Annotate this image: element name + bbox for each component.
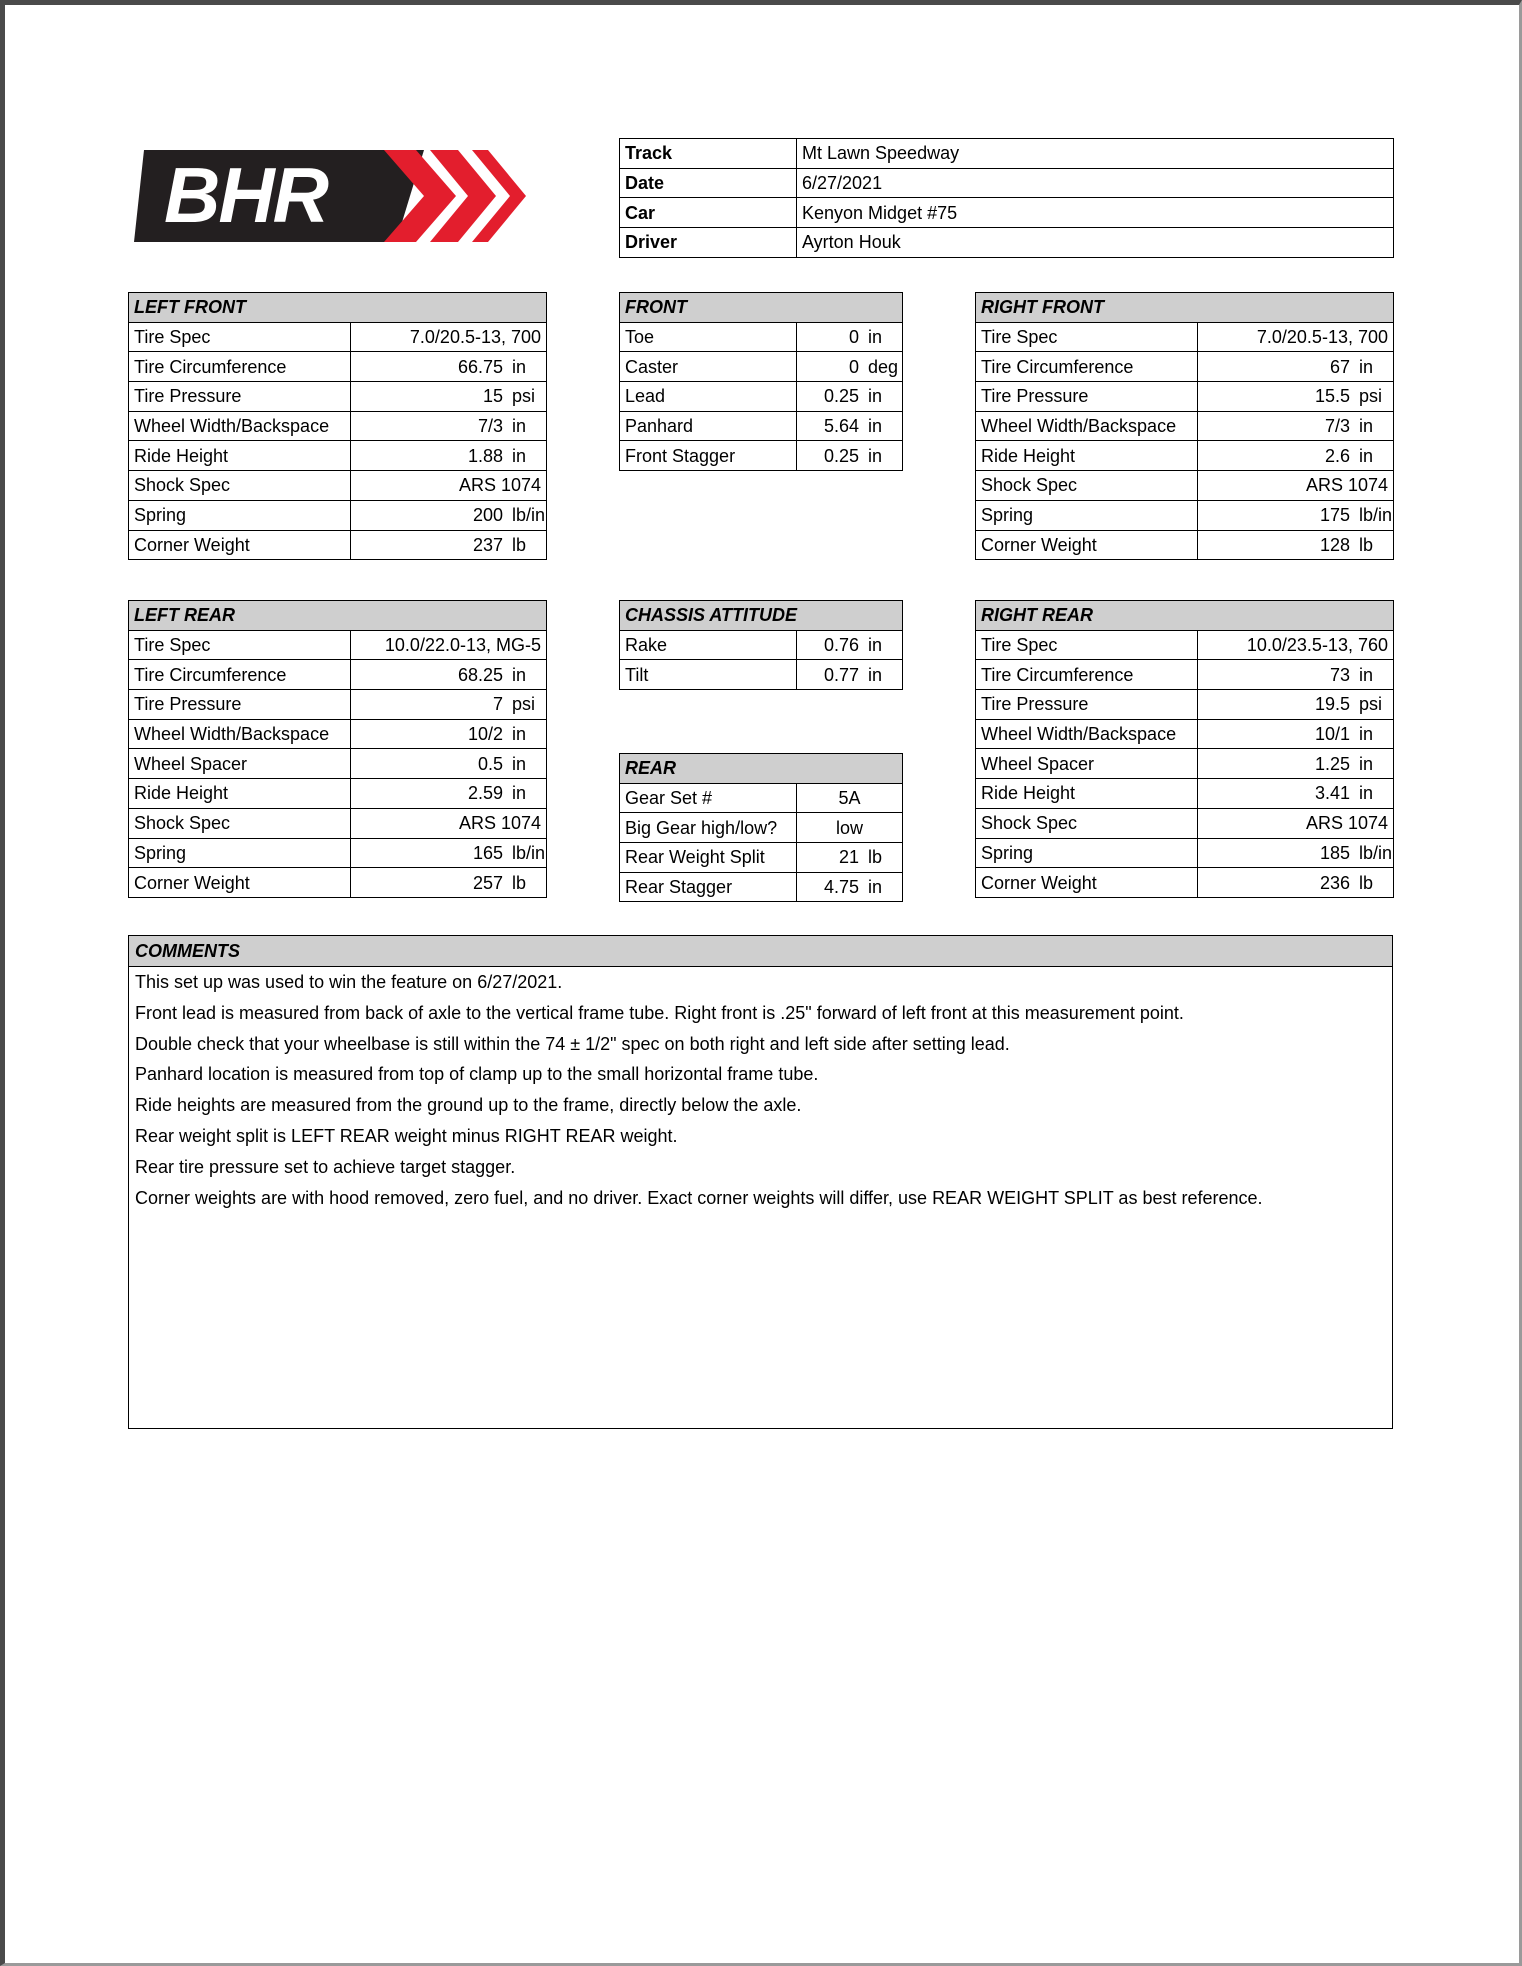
row-value (1198, 530, 1394, 560)
value-number: 5.64 (823, 416, 859, 437)
chassis-attitude-table (619, 600, 903, 690)
value-number: 19.5 (1314, 694, 1350, 715)
row-value: 10.0/23.5-13, 760 (1198, 630, 1394, 660)
table-row (976, 322, 1394, 352)
section-title: CHASSIS ATTITUDE (620, 601, 903, 631)
row-label: Tire Pressure (129, 382, 351, 412)
section-title: REAR (620, 754, 903, 784)
table-row (129, 352, 547, 382)
comment-line: This set up was used to win the feature on 6/27/2021. (135, 972, 563, 992)
row-value (797, 630, 903, 660)
row-label: Rake (620, 630, 797, 660)
row-label: Tire Spec (129, 630, 351, 660)
table-row (976, 749, 1394, 779)
value-number: 3.41 (1314, 783, 1350, 804)
row-label: Tire Spec (976, 322, 1198, 352)
row-label: Tire Pressure (976, 690, 1198, 720)
row-label: Tire Pressure (976, 382, 1198, 412)
table-row (129, 500, 547, 530)
row-value (1198, 838, 1394, 868)
row-value (351, 838, 547, 868)
left-rear-table (128, 600, 547, 898)
row-value (797, 322, 903, 352)
row-label: Shock Spec (976, 808, 1198, 838)
table-row (129, 471, 547, 501)
row-label: Wheel Width/Backspace (976, 719, 1198, 749)
row-value (351, 411, 547, 441)
table-row (620, 441, 903, 471)
value-number: 2.59 (467, 783, 503, 804)
value-number: 236 (1319, 872, 1350, 893)
row-label: Wheel Width/Backspace (976, 411, 1198, 441)
row-value (1198, 660, 1394, 690)
row-label: Wheel Spacer (976, 749, 1198, 779)
row-label: Shock Spec (129, 808, 351, 838)
row-label: Rear Weight Split (620, 843, 797, 873)
table-row (976, 630, 1394, 660)
table-row (129, 749, 547, 779)
table-row (976, 441, 1394, 471)
row-label: Corner Weight (129, 868, 351, 898)
value-unit: in (1359, 445, 1374, 466)
value-number: 185 (1319, 842, 1350, 863)
info-row (620, 139, 1394, 169)
value-number: 0 (848, 356, 859, 377)
info-label: Track (620, 139, 797, 169)
table-row (976, 719, 1394, 749)
value-number: 73 (1329, 664, 1350, 685)
value-number: 7 (492, 694, 503, 715)
value-unit: in (868, 327, 883, 348)
section-title: LEFT FRONT (129, 293, 547, 323)
row-value (1198, 411, 1394, 441)
row-value (351, 868, 547, 898)
row-label: Rear Stagger (620, 872, 797, 902)
value-number: 15.5 (1314, 386, 1350, 407)
value-unit: in (1359, 356, 1374, 377)
bhr-logo (134, 150, 526, 242)
value-unit: in (1359, 753, 1374, 774)
info-row (620, 228, 1394, 258)
row-value (1198, 500, 1394, 530)
value-number: 1.25 (1314, 753, 1350, 774)
row-label: Tire Circumference (129, 352, 351, 382)
table-row (620, 813, 903, 843)
row-value: low (797, 813, 903, 843)
table-row (129, 530, 547, 560)
row-value (351, 500, 547, 530)
row-value (351, 690, 547, 720)
value-number: 4.75 (823, 877, 860, 898)
info-table (619, 138, 1394, 258)
row-label: Shock Spec (976, 471, 1198, 501)
table-row (620, 352, 903, 382)
value-number: 10/1 (1314, 724, 1350, 745)
comments-lines (129, 967, 1392, 1213)
row-value (1198, 352, 1394, 382)
table-row (129, 719, 547, 749)
value-number: 128 (1319, 534, 1350, 555)
row-label: Spring (976, 838, 1198, 868)
row-label: Tire Spec (129, 322, 351, 352)
value-unit: in (512, 753, 527, 774)
row-value (1198, 868, 1394, 898)
row-label: Shock Spec (129, 471, 351, 501)
row-value (351, 352, 547, 382)
row-label: Ride Height (976, 441, 1198, 471)
row-value: ARS 1074 (1198, 808, 1394, 838)
value-number: 165 (472, 842, 503, 863)
value-unit: lb (1359, 872, 1374, 893)
table-row (129, 411, 547, 441)
comments-title: COMMENTS (129, 936, 1392, 967)
row-label: Tilt (620, 660, 797, 690)
logo-text: BHR (164, 151, 327, 239)
row-label: Caster (620, 352, 797, 382)
value-number: 2.6 (1324, 445, 1350, 466)
value-number: 0.76 (823, 635, 860, 656)
comment-line: Double check that your wheelbase is still within the 74 ± 1/2" spec on both right and left side after setting lead. (135, 1033, 1010, 1054)
row-label: Tire Circumference (976, 352, 1198, 382)
row-value (797, 411, 903, 441)
table-row (976, 868, 1394, 898)
row-value (351, 382, 547, 412)
value-number: 0.77 (823, 664, 860, 685)
row-label: Corner Weight (129, 530, 351, 560)
value-unit: psi (1359, 694, 1383, 715)
right-front-table (975, 292, 1394, 560)
row-value (351, 719, 547, 749)
value-number: 200 (472, 505, 504, 526)
value-number: 10/2 (467, 724, 503, 745)
row-value (797, 660, 903, 690)
table-row (129, 660, 547, 690)
comment-line: Ride heights are measured from the ground up to the frame, directly below the axle. (135, 1095, 802, 1116)
value-unit: in (512, 445, 527, 466)
row-value (797, 382, 903, 412)
comment-line: Rear tire pressure set to achieve target stagger. (135, 1156, 516, 1177)
table-row (129, 322, 547, 352)
row-label: Ride Height (976, 779, 1198, 809)
table-row (620, 630, 903, 660)
table-row (976, 530, 1394, 560)
row-label: Wheel Width/Backspace (129, 719, 351, 749)
row-value (797, 352, 903, 382)
row-label: Toe (620, 322, 797, 352)
row-value (1198, 749, 1394, 779)
info-value: Mt Lawn Speedway (797, 139, 1394, 169)
row-label: Gear Set # (620, 783, 797, 813)
value-unit: deg (868, 356, 899, 377)
row-label: Spring (976, 500, 1198, 530)
section-title: LEFT REAR (129, 601, 547, 631)
value-unit: in (512, 416, 527, 437)
value-unit: in (1359, 664, 1374, 685)
value-number: 257 (472, 872, 503, 893)
row-value: 7.0/20.5-13, 700 (1198, 322, 1394, 352)
table-row (976, 352, 1394, 382)
value-unit: lb/in (512, 842, 546, 863)
row-label: Front Stagger (620, 441, 797, 471)
table-row (976, 382, 1394, 412)
row-value (1198, 382, 1394, 412)
table-row (129, 779, 547, 809)
row-label: Lead (620, 382, 797, 412)
value-unit: in (512, 724, 527, 745)
table-row (129, 808, 547, 838)
row-value (351, 749, 547, 779)
table-row (620, 872, 903, 902)
info-row (620, 168, 1394, 198)
table-row (620, 660, 903, 690)
value-unit: psi (1359, 386, 1383, 407)
table-row (976, 779, 1394, 809)
comment-line: Corner weights are with hood removed, zero fuel, and no driver. Exact corner weights will differ, use REAR WEIGHT SPLIT as best reference. (135, 1187, 1263, 1208)
row-label: Corner Weight (976, 868, 1198, 898)
info-value: Kenyon Midget #75 (797, 198, 1394, 228)
row-value (351, 530, 547, 560)
value-number: 237 (472, 534, 504, 555)
front-table (619, 292, 903, 471)
value-number: 0.25 (823, 386, 859, 407)
table-row (976, 690, 1394, 720)
value-unit: in (868, 416, 883, 437)
value-unit: psi (512, 694, 536, 715)
row-label: Ride Height (129, 779, 351, 809)
info-value: 6/27/2021 (797, 168, 1394, 198)
row-label: Corner Weight (976, 530, 1198, 560)
value-unit: in (1359, 783, 1374, 804)
info-label: Date (620, 168, 797, 198)
row-value: ARS 1074 (351, 808, 547, 838)
table-row (129, 690, 547, 720)
row-label: Ride Height (129, 441, 351, 471)
value-number: 1.88 (467, 445, 504, 466)
row-label: Tire Spec (976, 630, 1198, 660)
row-label: Wheel Width/Backspace (129, 411, 351, 441)
section-title: FRONT (620, 293, 903, 323)
table-row (620, 783, 903, 813)
table-row (620, 843, 903, 873)
table-row (976, 500, 1394, 530)
comment-line: Rear weight split is LEFT REAR weight minus RIGHT REAR weight. (135, 1125, 678, 1146)
table-row (976, 838, 1394, 868)
value-unit: lb/in (1359, 842, 1393, 863)
value-unit: in (1359, 416, 1374, 437)
value-number: 68.25 (457, 664, 503, 685)
value-number: 67 (1329, 356, 1350, 377)
row-value: 5A (797, 783, 903, 813)
value-number: 66.75 (457, 356, 504, 377)
value-unit: lb (868, 847, 883, 868)
row-label: Spring (129, 500, 351, 530)
table-row (129, 868, 547, 898)
table-row (129, 630, 547, 660)
row-value (797, 441, 903, 471)
table-row (129, 382, 547, 412)
row-label: Tire Circumference (976, 660, 1198, 690)
comments-box (128, 935, 1393, 1429)
row-value (1198, 719, 1394, 749)
row-value (351, 441, 547, 471)
right-rear-table (975, 600, 1394, 898)
row-label: Tire Circumference (129, 660, 351, 690)
info-value: Ayrton Houk (797, 228, 1394, 258)
row-value: ARS 1074 (351, 471, 547, 501)
info-label: Driver (620, 228, 797, 258)
row-value (1198, 441, 1394, 471)
row-value (1198, 690, 1394, 720)
value-unit: in (868, 635, 883, 656)
row-label: Tire Pressure (129, 690, 351, 720)
comment-line: Front lead is measured from back of axle to the vertical frame tube. Right front is .25" forward of left front at this measurement point. (135, 1002, 1184, 1023)
value-unit: lb (512, 534, 527, 555)
value-number: 7/3 (477, 416, 504, 437)
value-unit: in (512, 783, 527, 804)
row-label: Wheel Spacer (129, 749, 351, 779)
table-row (976, 411, 1394, 441)
row-value: 10.0/22.0-13, MG-5 (351, 630, 547, 660)
section-title: RIGHT REAR (976, 601, 1394, 631)
value-unit: lb (512, 872, 527, 893)
value-unit: in (868, 386, 883, 407)
row-value (797, 843, 903, 873)
rear-table (619, 753, 903, 902)
section-title: RIGHT FRONT (976, 293, 1394, 323)
value-unit: lb/in (1359, 505, 1393, 526)
value-unit: in (868, 445, 883, 466)
table-row (129, 441, 547, 471)
value-unit: in (868, 664, 883, 685)
table-row (976, 471, 1394, 501)
value-unit: in (512, 664, 527, 685)
table-row (620, 322, 903, 352)
row-label: Panhard (620, 411, 797, 441)
row-value: 7.0/20.5-13, 700 (351, 322, 547, 352)
value-number: 0.25 (823, 445, 859, 466)
value-unit: in (1359, 724, 1374, 745)
row-label: Spring (129, 838, 351, 868)
value-unit: in (512, 356, 527, 377)
value-number: 21 (838, 847, 860, 868)
value-unit: psi (512, 386, 536, 407)
row-value (797, 872, 903, 902)
table-row (620, 411, 903, 441)
value-number: 0.5 (477, 753, 503, 774)
table-row (976, 660, 1394, 690)
value-number: 15 (482, 386, 504, 407)
value-unit: lb/in (512, 505, 546, 526)
table-row (976, 808, 1394, 838)
table-row (129, 838, 547, 868)
value-unit: in (868, 877, 883, 898)
row-value: ARS 1074 (1198, 471, 1394, 501)
row-value (1198, 779, 1394, 809)
table-row (620, 382, 903, 412)
value-unit: lb (1359, 534, 1374, 555)
value-number: 7/3 (1324, 416, 1350, 437)
row-value (351, 779, 547, 809)
value-number: 0 (848, 327, 859, 348)
value-number: 175 (1319, 505, 1350, 526)
row-label: Big Gear high/low? (620, 813, 797, 843)
info-row (620, 198, 1394, 228)
left-front-table (128, 292, 547, 560)
row-value (351, 660, 547, 690)
info-label: Car (620, 198, 797, 228)
comment-line: Panhard location is measured from top of clamp up to the small horizontal frame tube. (135, 1064, 819, 1085)
